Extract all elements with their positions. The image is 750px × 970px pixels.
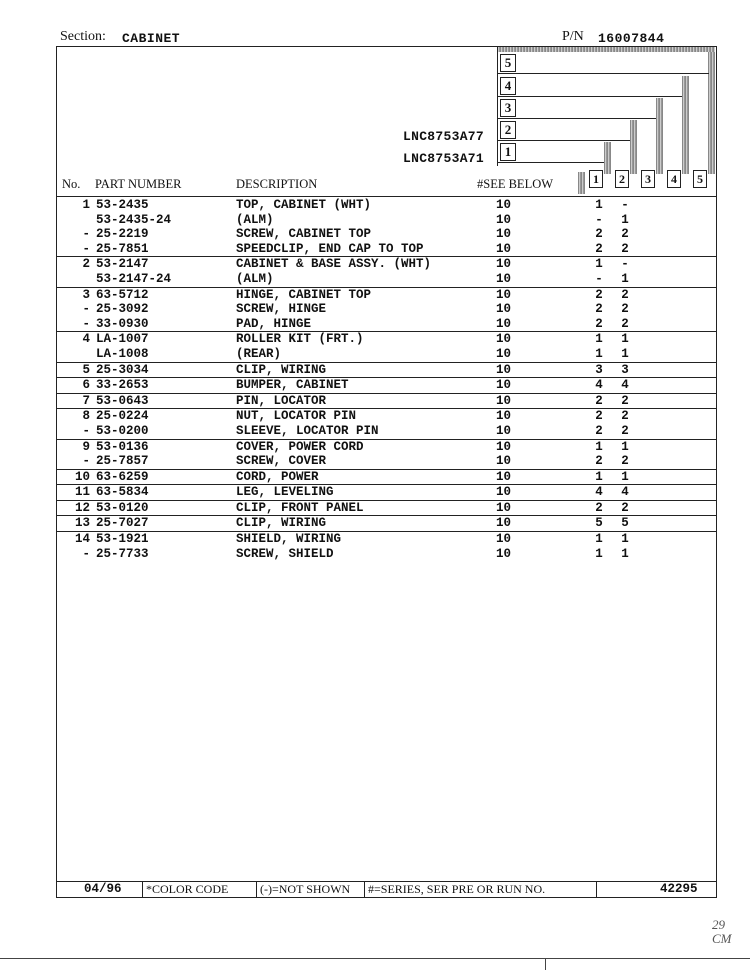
row-part-number: 53-2147 xyxy=(96,257,149,272)
footer-separator xyxy=(256,881,257,897)
row-part-number: 25-7733 xyxy=(96,546,149,561)
row-qty-model-1: 2 xyxy=(595,409,603,424)
row-qty-model-2: 2 xyxy=(621,227,629,242)
table-row xyxy=(56,331,717,347)
column-model-3: 3 xyxy=(641,170,655,188)
footer-date: 04/96 xyxy=(84,882,122,896)
row-item-number: 9 xyxy=(82,439,90,454)
row-item-number: 6 xyxy=(82,378,90,393)
row-see-below: 10 xyxy=(496,271,512,286)
row-qty-model-1: 2 xyxy=(595,316,603,331)
row-description: SPEEDCLIP, END CAP TO TOP xyxy=(236,241,424,256)
part-number-label: P/N xyxy=(562,29,584,44)
row-item-number: 10 xyxy=(74,469,90,484)
row-qty-model-2: 1 xyxy=(621,332,629,347)
row-see-below: 10 xyxy=(496,257,512,272)
row-part-number: 63-5834 xyxy=(96,485,149,500)
row-item-number: 12 xyxy=(74,500,90,515)
row-qty-model-1: 1 xyxy=(595,439,603,454)
row-description: CORD, POWER xyxy=(236,469,319,484)
row-item-number: 7 xyxy=(82,393,90,408)
footer-separator xyxy=(596,881,597,897)
speckle-band-3 xyxy=(656,98,663,174)
table-row xyxy=(56,424,717,439)
row-see-below: 10 xyxy=(496,198,512,212)
row-qty-model-2: 2 xyxy=(621,423,629,438)
table-row xyxy=(56,242,717,257)
column-model-4: 4 xyxy=(667,170,681,188)
section-value: CABINET xyxy=(122,31,181,46)
column-header-no: No. xyxy=(62,177,81,191)
row-part-number: 53-1921 xyxy=(96,532,149,547)
row-qty-model-1: 2 xyxy=(595,302,603,317)
table-row xyxy=(56,256,717,272)
stair-label-1: 1 xyxy=(500,143,516,161)
parts-rows xyxy=(56,198,717,561)
table-row xyxy=(56,484,717,500)
row-see-below: 10 xyxy=(496,423,512,438)
row-part-number: 53-0120 xyxy=(96,500,149,515)
row-qty-model-1: 5 xyxy=(595,516,603,531)
page-bottom-edge xyxy=(0,958,750,959)
table-row xyxy=(56,227,717,242)
row-description: HINGE, CABINET TOP xyxy=(236,287,372,302)
row-qty-model-2: - xyxy=(621,257,629,272)
row-see-below: 10 xyxy=(496,500,512,515)
footer-separator xyxy=(364,881,365,897)
row-part-number: 25-2219 xyxy=(96,227,149,242)
row-item-number: - xyxy=(82,241,90,256)
row-description: CABINET & BASE ASSY. (WHT) xyxy=(236,257,432,272)
column-header-description: DESCRIPTION xyxy=(236,177,318,191)
row-description: LEG, LEVELING xyxy=(236,485,334,500)
handwritten-note-line: CM xyxy=(712,931,732,946)
row-qty-model-2: 2 xyxy=(621,409,629,424)
row-qty-model-1: 2 xyxy=(595,393,603,408)
row-qty-model-1: - xyxy=(595,271,603,286)
row-description: PIN, LOCATOR xyxy=(236,393,327,408)
row-qty-model-2: 5 xyxy=(621,516,629,531)
speckle-band-4 xyxy=(682,76,689,174)
row-part-number: 25-3092 xyxy=(96,302,149,317)
row-qty-model-1: 1 xyxy=(595,546,603,561)
row-qty-model-1: 2 xyxy=(595,500,603,515)
row-see-below: 10 xyxy=(496,287,512,302)
row-qty-model-1: 1 xyxy=(595,346,603,361)
row-description: NUT, LOCATOR PIN xyxy=(236,409,357,424)
speckle-band-1 xyxy=(604,142,611,174)
row-description: (REAR) xyxy=(236,346,282,361)
row-qty-model-1: 3 xyxy=(595,362,603,377)
table-row xyxy=(56,317,717,332)
table-row xyxy=(56,515,717,531)
row-item-number: 1 xyxy=(82,198,90,212)
handwritten-note xyxy=(712,918,732,946)
row-qty-model-2: 2 xyxy=(621,393,629,408)
row-part-number: 25-7027 xyxy=(96,516,149,531)
row-qty-model-2: 1 xyxy=(621,532,629,547)
table-row xyxy=(56,213,717,228)
table-row xyxy=(56,547,717,562)
row-part-number: 63-5712 xyxy=(96,287,149,302)
row-part-number: LA-1008 xyxy=(96,346,149,361)
table-row xyxy=(56,469,717,485)
row-item-number: 8 xyxy=(82,409,90,424)
table-row xyxy=(56,408,717,424)
speckle-band-top xyxy=(497,47,715,52)
row-see-below: 10 xyxy=(496,332,512,347)
table-row xyxy=(56,198,717,213)
part-number-value: 16007844 xyxy=(598,31,665,46)
row-item-number: 2 xyxy=(82,257,90,272)
column-header-see-below: #SEE BELOW xyxy=(477,177,554,191)
row-item-number: 11 xyxy=(74,485,90,500)
table-row xyxy=(56,531,717,547)
table-row xyxy=(56,272,717,287)
row-see-below: 10 xyxy=(496,316,512,331)
row-part-number: 53-2435-24 xyxy=(96,212,172,227)
row-qty-model-1: 2 xyxy=(595,454,603,469)
row-part-number: 25-3034 xyxy=(96,362,149,377)
row-see-below: 10 xyxy=(496,302,512,317)
row-item-number: 13 xyxy=(74,516,90,531)
model-number-b: LNC8753A71 xyxy=(403,151,485,166)
column-model-5: 5 xyxy=(693,170,707,188)
model-number-a: LNC8753A77 xyxy=(403,129,485,144)
table-row xyxy=(56,287,717,303)
row-item-number: - xyxy=(82,423,90,438)
row-description: ROLLER KIT (FRT.) xyxy=(236,332,364,347)
table-row xyxy=(56,362,717,378)
row-part-number: 25-0224 xyxy=(96,409,149,424)
row-item-number: 14 xyxy=(74,532,90,547)
row-item-number: - xyxy=(82,454,90,469)
row-see-below: 10 xyxy=(496,516,512,531)
row-description: SCREW, SHIELD xyxy=(236,546,334,561)
row-item-number: 4 xyxy=(82,332,90,347)
row-qty-model-2: 1 xyxy=(621,212,629,227)
row-description: SCREW, COVER xyxy=(236,454,327,469)
row-part-number: 53-2435 xyxy=(96,198,149,212)
row-see-below: 10 xyxy=(496,454,512,469)
row-qty-model-2: 2 xyxy=(621,454,629,469)
row-item-number: 3 xyxy=(82,287,90,302)
table-row xyxy=(56,302,717,317)
stair-left-edge xyxy=(497,47,498,166)
row-qty-model-1: 1 xyxy=(595,198,603,212)
table-row xyxy=(56,347,717,362)
stair-label-4: 4 xyxy=(500,77,516,95)
stair-label-2: 2 xyxy=(500,121,516,139)
row-qty-model-1: 1 xyxy=(595,469,603,484)
handwritten-note-line: 29 xyxy=(712,917,725,932)
row-description: CLIP, FRONT PANEL xyxy=(236,500,364,515)
speckle-band-5 xyxy=(708,52,715,174)
footer-color-code: *COLOR CODE xyxy=(146,882,229,896)
row-part-number: 25-7857 xyxy=(96,454,149,469)
footer-form-code: 42295 xyxy=(660,882,698,896)
row-see-below: 10 xyxy=(496,546,512,561)
speckle-band-2 xyxy=(630,120,637,174)
table-row xyxy=(56,377,717,393)
row-item-number: 5 xyxy=(82,362,90,377)
footer-separator xyxy=(142,881,143,897)
row-description: TOP, CABINET (WHT) xyxy=(236,198,372,212)
row-item-number: - xyxy=(82,227,90,242)
row-qty-model-2: 2 xyxy=(621,316,629,331)
row-item-number: - xyxy=(82,316,90,331)
row-qty-model-1: 1 xyxy=(595,332,603,347)
row-description: SHIELD, WIRING xyxy=(236,532,342,547)
row-qty-model-2: 2 xyxy=(621,302,629,317)
row-qty-model-2: 1 xyxy=(621,469,629,484)
row-qty-model-2: - xyxy=(621,198,629,212)
table-row xyxy=(56,439,717,455)
row-see-below: 10 xyxy=(496,346,512,361)
stair-label-3: 3 xyxy=(500,99,516,117)
row-part-number: LA-1007 xyxy=(96,332,149,347)
row-see-below: 10 xyxy=(496,532,512,547)
row-description: (ALM) xyxy=(236,271,274,286)
speckle-band-0 xyxy=(578,172,585,194)
column-header-part-number: PART NUMBER xyxy=(95,177,182,191)
row-see-below: 10 xyxy=(496,212,512,227)
row-see-below: 10 xyxy=(496,409,512,424)
row-qty-model-1: 1 xyxy=(595,532,603,547)
row-part-number: 25-7851 xyxy=(96,241,149,256)
row-qty-model-2: 3 xyxy=(621,362,629,377)
row-qty-model-2: 4 xyxy=(621,485,629,500)
row-qty-model-1: 2 xyxy=(595,423,603,438)
footer-not-shown: (-)=NOT SHOWN xyxy=(260,882,351,896)
row-description: CLIP, WIRING xyxy=(236,516,327,531)
row-see-below: 10 xyxy=(496,439,512,454)
row-description: SCREW, CABINET TOP xyxy=(236,227,372,242)
row-see-below: 10 xyxy=(496,378,512,393)
row-description: (ALM) xyxy=(236,212,274,227)
row-part-number: 53-0200 xyxy=(96,423,149,438)
stair-line-5 xyxy=(497,73,709,74)
table-row xyxy=(56,500,717,516)
row-qty-model-1: 2 xyxy=(595,227,603,242)
stair-line-3 xyxy=(497,118,656,119)
stair-label-5: 5 xyxy=(500,54,516,72)
row-qty-model-2: 1 xyxy=(621,546,629,561)
stair-line-4 xyxy=(497,96,682,97)
row-part-number: 53-2147-24 xyxy=(96,271,172,286)
row-description: SCREW, HINGE xyxy=(236,302,327,317)
stair-line-1 xyxy=(497,162,604,163)
page-bottom-tick xyxy=(545,958,546,970)
row-qty-model-2: 1 xyxy=(621,271,629,286)
row-qty-model-2: 2 xyxy=(621,241,629,256)
stair-line-2 xyxy=(497,140,630,141)
row-part-number: 53-0643 xyxy=(96,393,149,408)
row-qty-model-1: 2 xyxy=(595,287,603,302)
column-model-2: 2 xyxy=(615,170,629,188)
row-item-number: - xyxy=(82,302,90,317)
row-qty-model-2: 1 xyxy=(621,346,629,361)
row-see-below: 10 xyxy=(496,241,512,256)
row-qty-model-2: 1 xyxy=(621,439,629,454)
row-description: SLEEVE, LOCATOR PIN xyxy=(236,423,379,438)
table-row xyxy=(56,393,717,409)
row-qty-model-2: 4 xyxy=(621,378,629,393)
row-description: PAD, HINGE xyxy=(236,316,312,331)
row-qty-model-1: - xyxy=(595,212,603,227)
table-row xyxy=(56,454,717,469)
row-qty-model-1: 4 xyxy=(595,485,603,500)
row-qty-model-2: 2 xyxy=(621,500,629,515)
row-item-number: - xyxy=(82,546,90,561)
row-part-number: 53-0136 xyxy=(96,439,149,454)
footer-series-note: #=SERIES, SER PRE OR RUN NO. xyxy=(368,882,546,896)
row-description: BUMPER, CABINET xyxy=(236,378,349,393)
row-qty-model-2: 2 xyxy=(621,287,629,302)
header-divider xyxy=(56,196,717,197)
row-part-number: 33-2653 xyxy=(96,378,149,393)
row-description: CLIP, WIRING xyxy=(236,362,327,377)
column-model-1: 1 xyxy=(589,170,603,188)
row-see-below: 10 xyxy=(496,485,512,500)
row-qty-model-1: 2 xyxy=(595,241,603,256)
section-label: Section: xyxy=(60,29,106,44)
row-qty-model-1: 1 xyxy=(595,257,603,272)
row-part-number: 63-6259 xyxy=(96,469,149,484)
row-part-number: 33-0930 xyxy=(96,316,149,331)
row-see-below: 10 xyxy=(496,362,512,377)
row-see-below: 10 xyxy=(496,393,512,408)
row-see-below: 10 xyxy=(496,469,512,484)
row-description: COVER, POWER CORD xyxy=(236,439,364,454)
row-see-below: 10 xyxy=(496,227,512,242)
row-qty-model-1: 4 xyxy=(595,378,603,393)
